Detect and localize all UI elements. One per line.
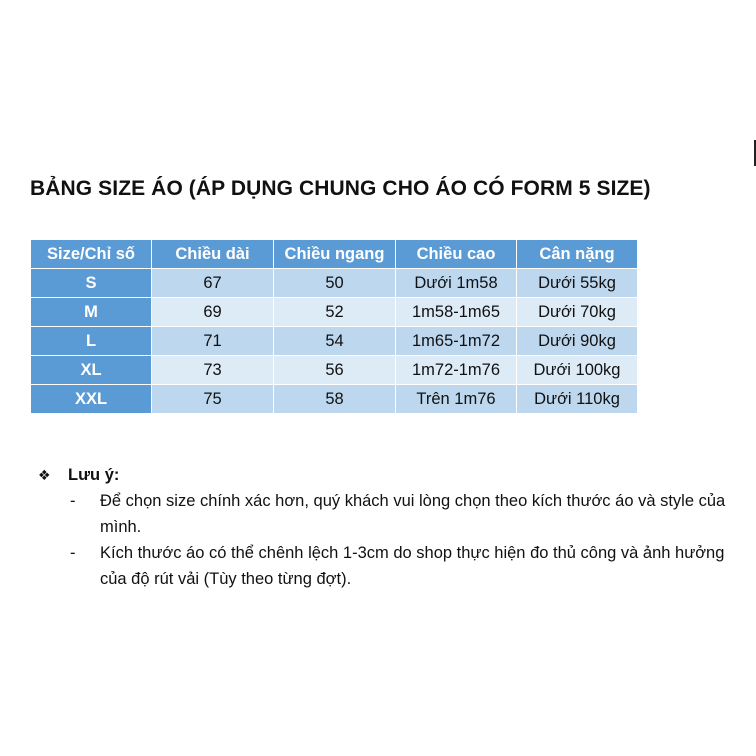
note-item xyxy=(38,488,748,540)
page-title: BẢNG SIZE ÁO (ÁP DỤNG CHUNG CHO ÁO CÓ FORM 5 SIZE) xyxy=(30,177,651,200)
table-header-row xyxy=(31,240,638,269)
weight-cell: Dưới 70kg xyxy=(517,298,638,327)
size-label: M xyxy=(31,298,152,327)
dash-icon: - xyxy=(70,544,76,562)
length-cell: 67 xyxy=(152,269,274,298)
weight-cell: Dưới 110kg xyxy=(517,385,638,414)
table-row xyxy=(31,298,638,327)
width-cell: 50 xyxy=(274,269,396,298)
width-cell: 56 xyxy=(274,356,396,385)
diamond-bullet-icon: ❖ xyxy=(38,467,51,483)
note-item xyxy=(38,540,748,592)
size-label: XL xyxy=(31,356,152,385)
dash-icon: - xyxy=(70,492,76,510)
table-row xyxy=(31,385,638,414)
width-cell: 58 xyxy=(274,385,396,414)
table-row xyxy=(31,269,638,298)
length-cell: 75 xyxy=(152,385,274,414)
length-cell: 73 xyxy=(152,356,274,385)
length-cell: 71 xyxy=(152,327,274,356)
height-cell: 1m65-1m72 xyxy=(396,327,517,356)
note-section xyxy=(38,462,748,592)
note-item-text: Kích thước áo có thể chênh lệch 1-3cm do shop thực hiện đo thủ công và ảnh hưởng của độ rút vải (Tùy theo từng đợt). xyxy=(100,544,725,588)
size-label: L xyxy=(31,327,152,356)
height-cell: 1m72-1m76 xyxy=(396,356,517,385)
size-table xyxy=(30,239,638,414)
header-size: Size/Chỉ số xyxy=(31,240,152,269)
table-row xyxy=(31,327,638,356)
width-cell: 54 xyxy=(274,327,396,356)
size-label: S xyxy=(31,269,152,298)
note-header xyxy=(38,462,748,488)
header-height: Chiều cao xyxy=(396,240,517,269)
weight-cell: Dưới 90kg xyxy=(517,327,638,356)
width-cell: 52 xyxy=(274,298,396,327)
size-label: XXL xyxy=(31,385,152,414)
header-length: Chiều dài xyxy=(152,240,274,269)
header-width: Chiều ngang xyxy=(274,240,396,269)
note-label: Lưu ý: xyxy=(68,466,120,484)
weight-cell: Dưới 100kg xyxy=(517,356,638,385)
height-cell: Dưới 1m58 xyxy=(396,269,517,298)
header-weight: Cân nặng xyxy=(517,240,638,269)
note-item-text: Để chọn size chính xác hơn, quý khách vui lòng chọn theo kích thước áo và style của mình. xyxy=(100,492,726,536)
weight-cell: Dưới 55kg xyxy=(517,269,638,298)
table-row xyxy=(31,356,638,385)
height-cell: Trên 1m76 xyxy=(396,385,517,414)
height-cell: 1m58-1m65 xyxy=(396,298,517,327)
length-cell: 69 xyxy=(152,298,274,327)
